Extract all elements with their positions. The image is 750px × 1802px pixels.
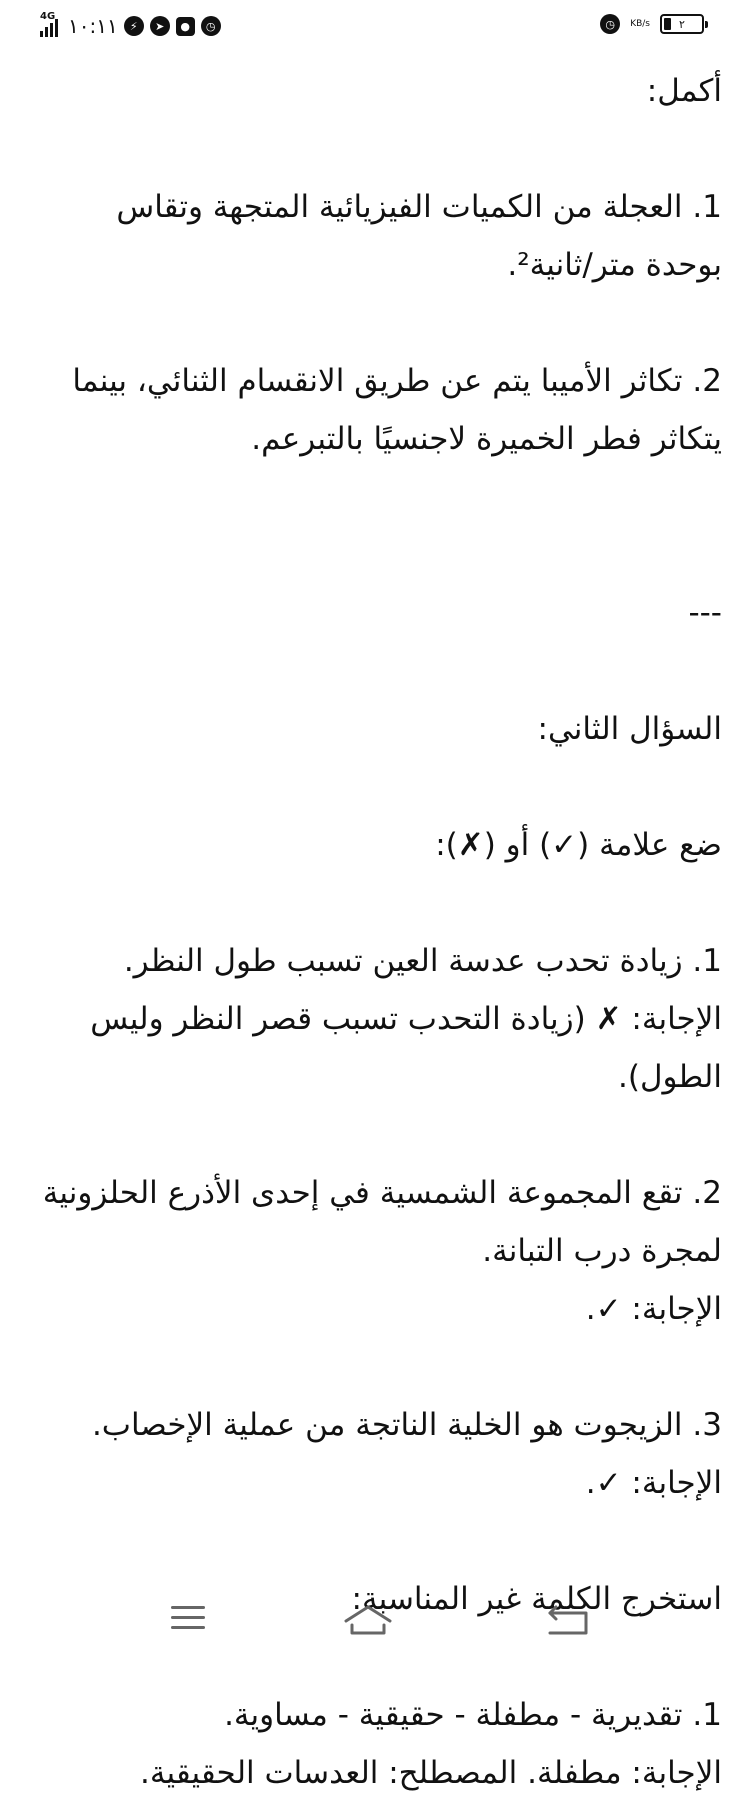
network-speed (630, 20, 650, 29)
telegram-icon: ➤ (150, 16, 170, 36)
messenger-icon: ⚡ (124, 16, 144, 36)
network-type: 4G (40, 11, 56, 22)
battery-percent: ٢ (679, 17, 685, 31)
odd-word-heading: استخرج الكلمة غير المناسبة: (351, 1581, 722, 1617)
message-content (40, 62, 722, 1802)
tf-item-2-answer: الإجابة: ✓. (585, 1291, 722, 1327)
tf-item-3-answer: الإجابة: ✓. (585, 1465, 722, 1501)
odd-item-1-statement: 1. تقديرية - مطفلة - حقيقية - مساوية. (224, 1697, 722, 1733)
back-icon-svg (538, 1599, 598, 1643)
status-right (600, 14, 704, 34)
clock: ١٠:١١ (68, 14, 118, 38)
divider: --- (688, 595, 722, 631)
alarm-icon: ◷ (201, 16, 221, 36)
menu-icon[interactable] (158, 1599, 218, 1643)
complete-item-1: 1. العجلة من الكميات الفيزيائية المتجهة وتقاس بوحدة متر/ثانية². (116, 189, 722, 283)
signal-icon (40, 11, 58, 37)
complete-item-2: 2. تكاثر الأميبا يتم عن طريق الانقسام الثنائي، بينما يتكاثر فطر الخميرة لاجنسيًا بالتبرعم. (72, 363, 722, 457)
alarm-icon: ◷ (600, 14, 620, 34)
status-left (40, 11, 221, 38)
question-two-heading: السؤال الثاني: (537, 711, 722, 747)
tf-item-2-statement: 2. تقع المجموعة الشمسية في إحدى الأذرع الحلزونية لمجرة درب التبانة. (42, 1175, 722, 1269)
odd-item-1-answer: الإجابة: مطفلة. المصطلح: العدسات الحقيقية. (140, 1755, 722, 1791)
tf-item-1-answer: الإجابة: ✗ (زيادة التحدب تسبب قصر النظر وليس الطول). (90, 1001, 722, 1095)
home-icon[interactable] (338, 1599, 398, 1643)
tf-item-1-statement: 1. زيادة تحدب عدسة العين تسبب طول النظر. (123, 943, 722, 979)
speed-unit: KB/s (630, 18, 650, 29)
mic-icon: ● (176, 17, 195, 36)
battery-icon (660, 14, 704, 34)
tf-item-3-statement: 3. الزيجوت هو الخلية الناتجة من عملية الإخصاب. (91, 1407, 722, 1443)
status-bar (0, 0, 750, 56)
question-two-instruction: ضع علامة (✓) أو (✗): (435, 827, 722, 863)
complete-heading: أكمل: (646, 73, 722, 109)
home-icon-svg (338, 1599, 398, 1643)
battery-level-fill (664, 18, 671, 30)
navigation-bar (0, 1577, 750, 1667)
back-icon[interactable] (538, 1599, 598, 1643)
